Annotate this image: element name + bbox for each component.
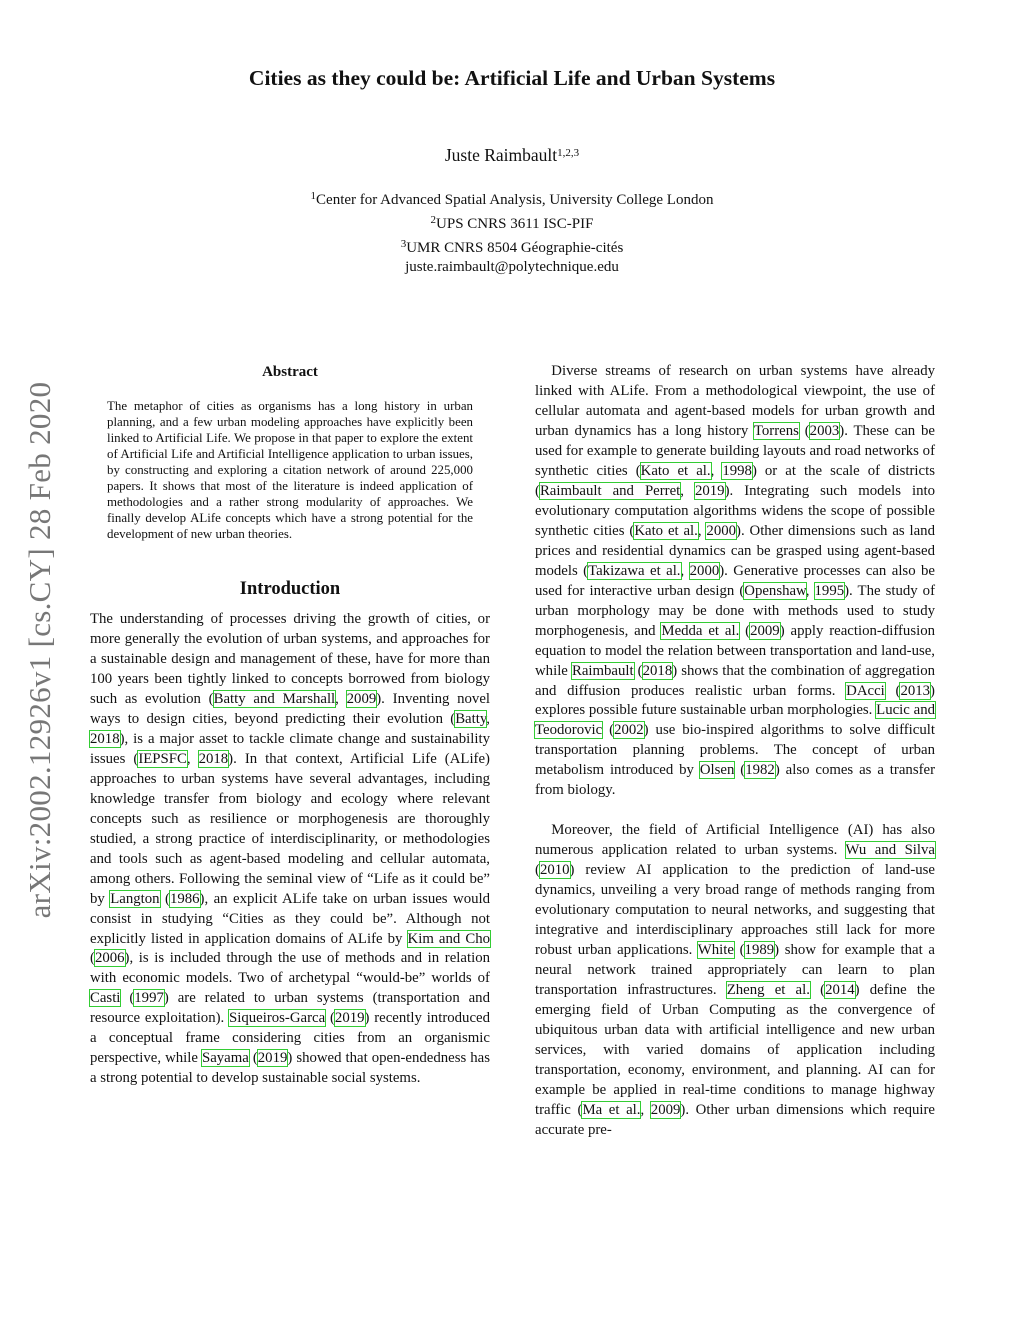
text-run: ) apply reaction-diffusion equation to model the relation between transportation and land-use, while [535,622,935,679]
citation-year-link[interactable]: 1998 [722,462,752,479]
citation-year-link[interactable]: 2013 [900,682,931,699]
text-run: ( [325,1010,335,1027]
text-run: ( [798,422,810,439]
text-run: ( [884,682,901,699]
citation-link[interactable]: Raimbault [571,662,634,679]
paper-title: Cities as they could be: Artificial Life and Urban Systems [248,66,776,90]
citation-year-link[interactable]: 2009 [346,690,377,707]
text-run: ), is a major asset to tackle climate change and sustainability issues ( [90,730,490,767]
text-run: ), is is included through the use of methods and in relation with economic models. Two of archetypal “would-be” worlds of [90,950,490,987]
citation-link[interactable]: DAcci [846,682,885,699]
abstract-heading: Abstract [262,364,318,380]
affiliation-3-text: UMR CNRS 8504 Géographie-cités [406,239,624,256]
text-run: ). Other urban dimensions which require accurate pre- [535,1101,935,1138]
affiliation-1 [110,187,914,211]
affiliation-3 [110,235,914,259]
text-run: ). In that context, Artificial Life (ALife) approaches to urban systems have several advantages, including knowledge transfer from biology and ecology where relevant concepts such as resilience or morphogenesis are thoroughly studied, a strong practice of interdisciplinarity, or methodologies and tools such as agent-based modeling and cellular automata, among others. Following the seminal view of “Life as it could be” by [90,750,490,907]
citation-year-link[interactable]: 2009 [750,622,780,639]
text-run: ). Generative processes can also be used for interactive urban design ( [535,562,935,599]
text-run: ) explores possible future sustainable urban morphologies. [535,682,935,719]
text-run: ( [739,622,751,639]
text-run: ( [602,722,615,739]
text-run: ) also comes as a transfer from biology. [535,762,935,799]
citation-link[interactable]: White [697,942,734,959]
citation-link[interactable]: Raimbault and Perret [539,482,681,499]
arxiv-sidebar-stamp [10,270,70,1030]
text-run: ( [633,662,643,679]
text-run: ) are related to urban systems (transportation and resource exploitation). [90,990,490,1027]
text-run: ( [248,1050,258,1067]
author-name: Juste Raimbault [444,145,558,165]
affiliation-1-number: 1 [310,190,317,202]
text-run: ), an explicit ALife take on urban issues would consist in studying “Cities as they could be”. Although not explicitly listed in application domains of ALife by [90,890,490,947]
text-run: ) shows that the combination of aggregation and diffusion produces realistic urban forms. [535,662,935,699]
citation-year-link[interactable]: 2018 [642,662,673,679]
citation-link[interactable]: Batty [455,710,487,727]
citation-link[interactable]: Wu and Silva [845,842,935,859]
text-run: , [805,582,815,599]
citation-link[interactable]: Batty and Marshall [213,690,336,707]
citation-year-link[interactable]: 2019 [694,482,725,499]
citation-year-link[interactable]: 2018 [198,750,229,767]
affiliation-2-number: 2 [430,213,437,226]
text-run: Diverse streams of research on urban systems have already linked with ALife. From a methodological viewpoint, the use of cellular automata and agent-based models for urban growth and urban dynamics has a long history [535,363,935,439]
text-run: , [710,462,723,479]
intro-paragraph-2 [535,362,935,801]
abstract-text: The metaphor of cities as organisms has a long history in urban planning, and a few urban modeling approaches have explicitly been linked to Artificial Life. We propose in that paper to explore the extent of Artificial Life and Artificial Intelligence application to urban issues, by constructing and exploring a citation network of around 225,000 papers. It shows that most of the literature is indeed application of methodologies and a rather strong modularity of approaches. We finally develop ALife concepts which have a strong potential for the development of new urban theories. [107,399,473,541]
right-column [535,362,935,1141]
affiliation-3-number: 3 [400,237,407,250]
citation-year-link[interactable]: 2002 [614,722,644,739]
citation-year-link[interactable]: 2019 [257,1050,288,1067]
citation-link[interactable]: Olsen [699,762,735,779]
citation-year-link[interactable]: 1986 [169,890,200,907]
citation-year-link[interactable]: 2006 [94,950,125,967]
text-run: ) or at the scale of districts ( [535,462,935,499]
citation-link[interactable]: Openshaw [744,582,806,599]
citation-link[interactable]: Langton [110,890,160,907]
author-affiliation-marks: 1,2,3 [557,147,580,159]
text-run: , [186,750,199,767]
text-run: , [335,690,347,707]
citation-year-link[interactable]: 1995 [814,582,845,599]
introduction-heading: Introduction [239,579,341,599]
affiliations-block [110,187,914,278]
citation-year-link[interactable]: 2003 [809,422,840,439]
affiliation-2-text: UPS CNRS 3611 ISC-PIF [436,215,594,232]
author-email: juste.raimbault@polytechnique.edu [405,259,619,276]
citation-link[interactable]: Medda et al. [661,622,740,639]
citation-year-link[interactable]: 2019 [334,1010,365,1027]
citation-link[interactable]: Torrens [753,422,799,439]
citation-link[interactable]: Lucic and Teodorovic [535,702,936,739]
affiliation-1-text: Center for Advanced Spatial Analysis, University College London [316,192,714,208]
text-run: ( [809,982,826,999]
citation-link[interactable]: Casti [90,990,121,1007]
citation-year-link[interactable]: 1997 [134,990,164,1007]
text-run: ( [159,890,170,907]
intro-paragraph-3 [535,821,935,1141]
citation-link[interactable]: IEPSFC [138,750,187,767]
text-run: The understanding of processes driving the growth of cities, or more generally the evolution of urban systems, and approaches for a sustainable design and management of these, have for more than 100 years been tightly linked to concepts borrowed from biology such as evolution ( [90,611,490,707]
text-run: ). The study of urban morphology may be done with methods used to study morphogenesis, and [535,582,936,639]
text-run: ) show for example that a neural network trained appropriately can learn to plan transportation infrastructures. [535,942,935,999]
citation-year-link[interactable]: 2010 [539,862,570,879]
citation-year-link[interactable]: 2009 [650,1101,681,1118]
text-run: ( [90,950,95,967]
text-run: , [697,522,707,539]
text-run: ) define the emerging field of Urban Computing as the convergence of ubiquitous urban data with artificial intelligence and new urban services, with varied domains of application including transportation, economy, environment, and planning. AI can for example be applied in real-time conditions to manage highway traffic ( [535,982,935,1118]
citation-year-link[interactable]: 2014 [825,982,855,999]
citation-link[interactable]: Zheng et al. [726,982,810,999]
intro-paragraph-1 [90,610,490,1089]
citation-year-link[interactable]: 1982 [745,762,775,779]
arxiv-identifier: arXiv:2002.12926v1 [cs.CY] 28 Feb 2020 [22,381,57,919]
text-run: , [680,482,695,499]
citation-link[interactable]: Takizawa et al. [588,562,681,579]
citation-link[interactable]: Sayama [201,1050,249,1067]
affiliation-2 [110,211,914,235]
text-run: ) review AI application to the prediction of land-use dynamics, unveiling a very broad range of methods ranging from evolutionary computation to neural networks, and suggesting that integrative and interdisciplinary approaches still lack for more robust urban applications. [535,862,935,959]
text-run: ) use bio-inspired algorithms to solve difficult transportation planning problems. The concept of urban metabolism introduced by [535,722,935,779]
citation-year-link[interactable]: 1989 [744,942,775,959]
citation-link[interactable]: Kim and Cho [407,930,490,947]
text-run: ( [734,762,746,779]
text-run: , [640,1101,651,1118]
citation-link[interactable]: Siqueiros-Garca [229,1010,326,1027]
text-run: ) showed that open-endedness has a strong potential to develop sustainable social systems. [90,1050,490,1087]
text-run: , [486,710,490,727]
text-run: ). Inventing novel ways to design cities, beyond predicting their evolution ( [90,690,491,727]
text-run: ). Other dimensions such as land prices and residential dynamics can be grasped using agent-based models ( [535,522,935,579]
author-line [110,145,914,166]
text-run: ) recently introduced a conceptual frame considering cities from an organismic perspective, while [90,1010,490,1067]
text-run: ). Integrating such models into evolutionary computation algorithms widens the scope of possible synthetic cities ( [535,482,935,539]
text-run: ( [733,942,745,959]
citation-link[interactable]: Ma et al. [582,1101,641,1118]
citation-link[interactable]: Kato et al. [640,462,711,479]
text-run: , [680,562,690,579]
citation-year-link[interactable]: 2000 [706,522,737,539]
text-run: ( [120,990,135,1007]
left-column [90,362,490,1089]
text-run: Moreover, the field of Artificial Intelligence (AI) has also numerous application related to urban systems. [535,822,935,859]
text-run: ( [535,862,540,879]
text-run: ). These can be used for example to generate building layouts and road networks of synthetic cities ( [535,422,935,479]
citation-link[interactable]: Kato et al. [634,522,698,539]
citation-year-link[interactable]: 2018 [90,730,120,747]
citation-year-link[interactable]: 2000 [689,562,720,579]
